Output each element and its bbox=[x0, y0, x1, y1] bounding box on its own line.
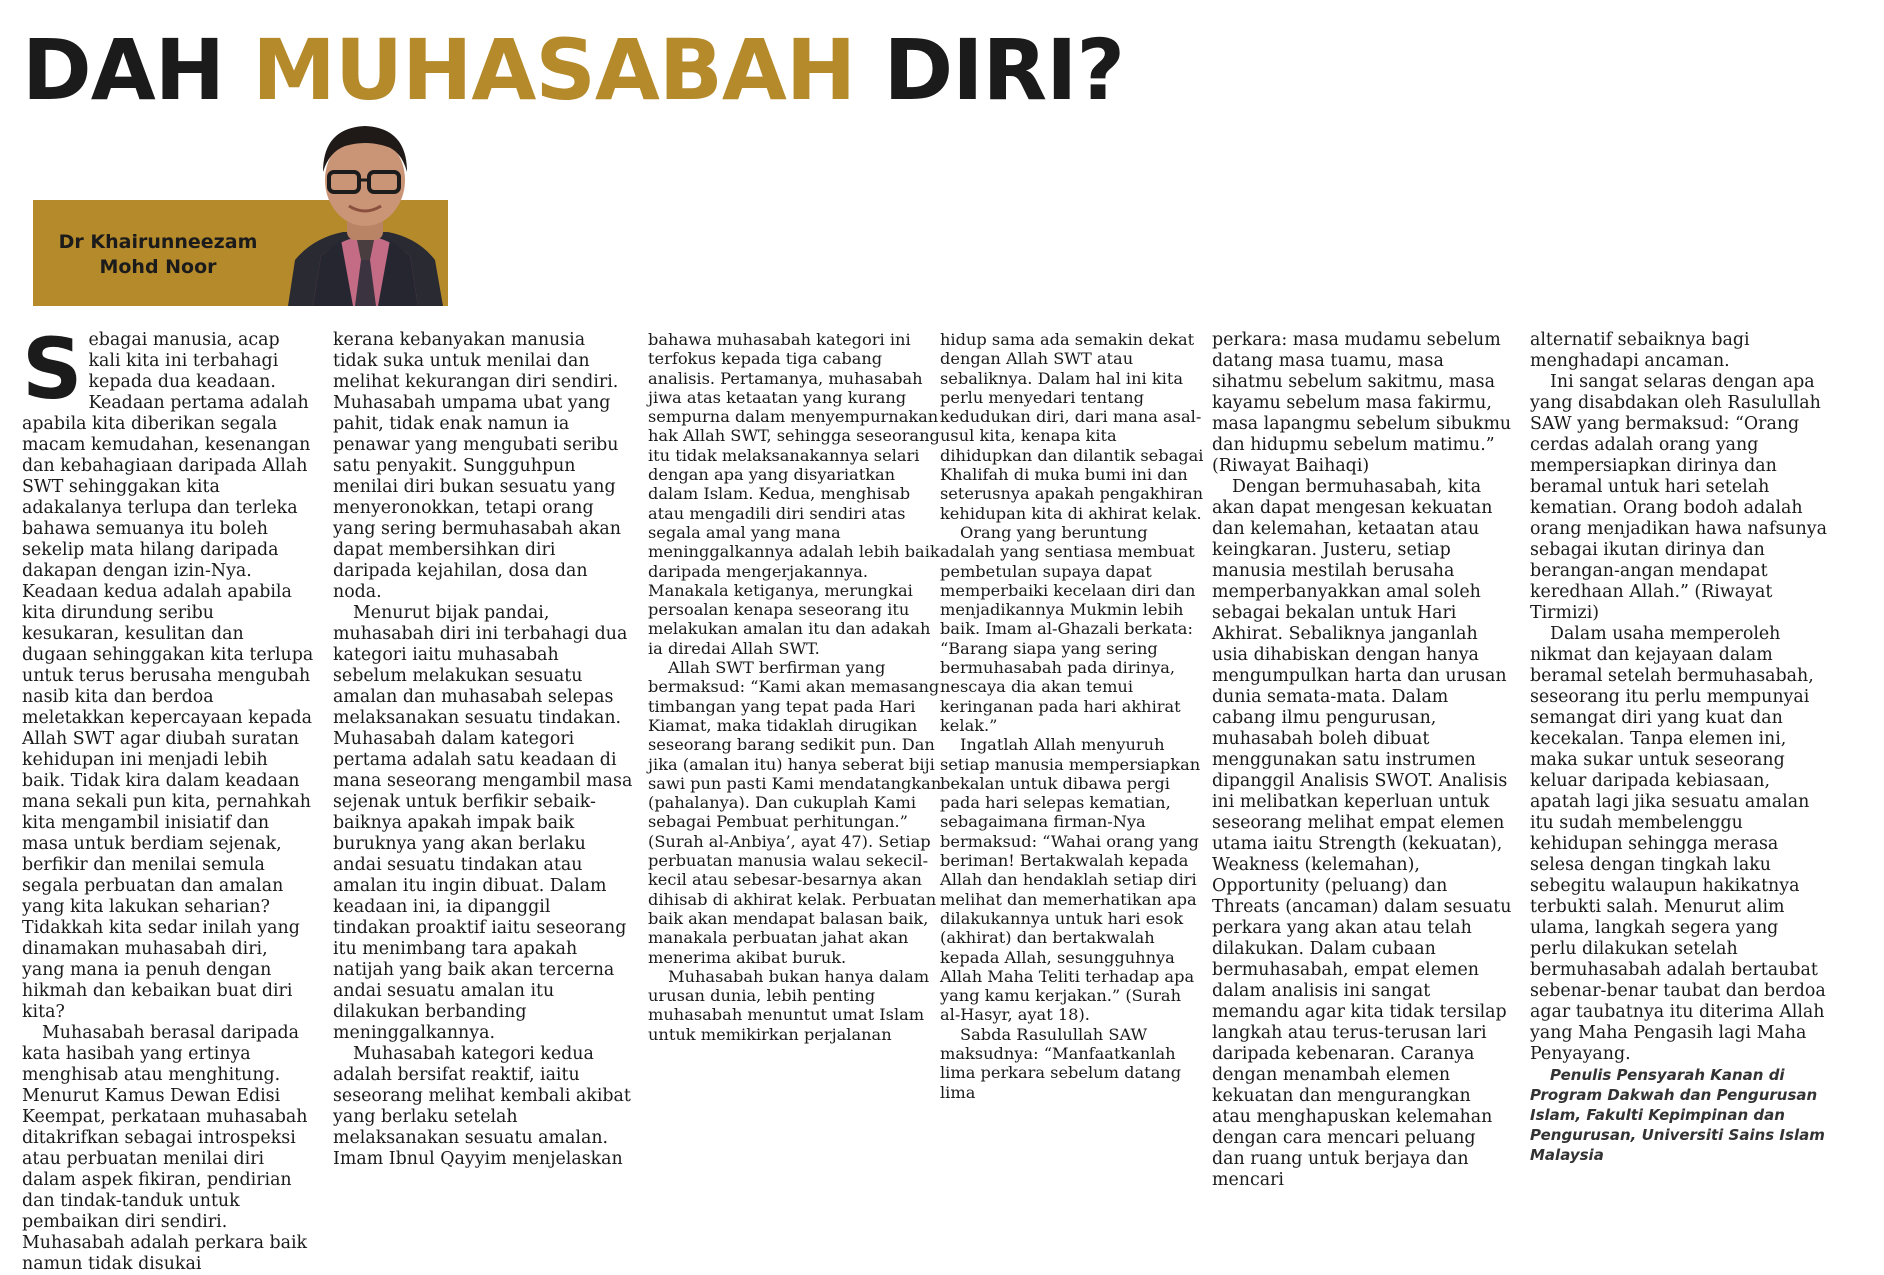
article-column-1 bbox=[22, 320, 314, 1275]
article-paragraph: Allah SWT berfirman yang bermaksud: “Kami akan memasang timbangan yang tepat pada Hari Kiamat, maka tidaklah dirugikan seseorang barang sedikit pun. Dan jika (amalan itu) hanya seberat biji sawi pun pasti Kami mendatangkan (pahalanya). Dan cukuplah Kami sebagai Pembuat perhitungan.” (Surah al-Anbiya’, ayat 47). Setiap perbuatan manusia walau sekecil-kecil atau sebesar-besarnya akan dihisab di akhirat kelak. Perbuatan baik akan mendapat balasan baik, manakala perbuatan jahat akan menerima akibat buruk. bbox=[648, 658, 942, 967]
article-paragraph: kerana kebanyakan manusia tidak suka untuk menilai dan melihat kekurangan diri sendiri. Muhasabah umpama ubat yang pahit, tidak enak namun ia penawar yang mengubati seribu satu penyakit. Sungguhpun menilai diri bukan sesuatu yang menyeronokkan, tetapi orang yang sering bermuhasabah akan dapat membersihkan diri daripada kejahilan, dosa dan noda. bbox=[333, 330, 621, 602]
headline-part2: DIRI? bbox=[855, 21, 1125, 119]
article-paragraph: bahawa muhasabah kategori ini terfokus kepada tiga cabang analisis. Pertamanya, muhasabah jiwa atas ketaatan yang kurang sempurna dalam menyempurnakan hak Allah SWT, sehingga seseorang itu tidak melaksanakannya selari dengan apa yang disyariatkan dalam Islam. Kedua, menghisab atau mengadili diri sendiri atas segala amal yang mana meninggalkannya adalah lebih baik daripada mengerjakannya. Manakala ketiganya, merungkai persoalan kenapa seseorang itu melakukan amalan itu dan adakah ia diredai Allah SWT. bbox=[648, 330, 940, 658]
article-paragraph: alternatif sebaiknya bagi menghadapi ancaman. bbox=[1530, 330, 1750, 371]
drop-cap: S bbox=[22, 320, 83, 418]
article-paragraph bbox=[22, 320, 314, 1023]
article-column-2 bbox=[333, 330, 633, 1170]
headline-accent: MUHASABAH bbox=[252, 21, 856, 119]
author-footnote: Penulis Pensyarah Kanan di Program Dakwah dan Pengurusan Islam, Fakulti Kepimpinan dan Pengurusan, Universiti Sains Islam Malaysia bbox=[1530, 1066, 1825, 1164]
article-paragraph: Ini sangat selaras dengan apa yang disabdakan oleh Rasulullah SAW yang bermaksud: “Orang cerdas adalah orang yang mempersiapkan dirinya dan beramal untuk hari setelah kematian. Orang bodoh adalah orang menjadikan hawa nafsunya sebagai ikutan dirinya dan berangan-angan mendapat keredhaan Allah.” (Riwayat Tirmizi) bbox=[1530, 372, 1827, 623]
article-paragraph: Muhasabah bukan hanya dalam urusan dunia, lebih penting muhasabah menuntut umat Islam untuk memikirkan perjalanan bbox=[648, 966, 930, 1044]
headline-part1: DAH bbox=[22, 21, 253, 119]
article-paragraph: Orang yang beruntung adalah yang sentiasa membuat pembetulan supaya dapat memperbaiki kecelaan diri dan menjadikannya Mukmin lebih baik. Imam al-Ghazali berkata: “Barang siapa yang sering bermuhasabah pada dirinya, nescaya dia akan temui keringanan pada hari akhirat kelak.” bbox=[940, 522, 1196, 735]
article-paragraph: Dengan bermuhasabah, kita akan dapat mengesan kekuatan dan kelemahan, ketaatan atau keingkaran. Justeru, setiap manusia mestilah berusaha memperbanyakkan amal soleh sebagai bekalan untuk Hari Akhirat. Sebaliknya janganlah usia dihabiskan dengan hanya mengumpulkan harta dan urusan dunia semata-mata. Dalam cabang ilmu pengurusan, muhasabah boleh dibuat menggunakan satu instrumen dipanggil Analisis SWOT. Analisis ini melibatkan keperluan untuk seseorang melihat empat elemen utama iaitu Strength (kekuatan), Weakness (kelemahan), Opportunity (peluang) dan Threats (ancaman) dalam sesuatu perkara yang akan atau telah dilakukan. Dalam cubaan bermuhasabah, empat elemen dalam analisis ini sangat memandu agar kita tidak tersilap langkah atau terus-terusan lari daripada kebenaran. Caranya dengan menambah elemen kekuatan dan mengurangkan atau menghapuskan kelemahan dengan cara mencari peluang dan ruang untuk berjaya dan mencari bbox=[1212, 477, 1512, 1190]
paragraph-text: ebagai manusia, acap kali kita ini terbahagi kepada dua keadaan. Keadaan pertama adalah apabila kita diberikan segala macam kemudahan, kesenangan dan kebahagiaan daripada Allah SWT sehinggakan kita adakalanya terlupa dan terleka bahawa semuanya itu boleh sekelip mata hilang daripada dakapan dengan izin-Nya. Keadaan kedua adalah apabila kita dirundung seribu kesukaran, kesulitan dan dugaan sehinggakan kita terlupa untuk terus berusaha mengubah nasib kita dan berdoa meletakkan kepercayaan kepada Allah SWT agar diubah suratan kehidupan ini menjadi lebih baik. Tidak kira dalam keadaan mana sekali pun kita, pernahkah kita mengambil inisiatif dan masa untuk berdiam sejenak, berfikir dan menilai semula segala perbuatan dan amalan yang kita lakukan seharian? Tidakkah kita sedar inilah yang dinamakan muhasabah diri, yang mana ia penuh dengan hikmah dan kebaikan buat diri kita? bbox=[22, 330, 314, 1022]
article-paragraph: Muhasabah berasal daripada kata hasibah yang ertinya menghisab atau menghitung. Menurut Kamus Dewan Edisi Keempat, perkataan muhasabah ditakrifkan sebagai introspeksi atau perbuatan menilai diri dalam aspek fikiran, pendirian dan tindak-tanduk untuk pembaikan diri sendiri. Muhasabah adalah perkara baik namun tidak disukai bbox=[22, 1023, 308, 1274]
article-paragraph: perkara: masa mudamu sebelum datang masa tuamu, masa sihatmu sebelum sakitmu, masa kayamu sebelum masa fakirmu, masa lapangmu sebelum sibukmu dan hidupmu sebelum matimu.” (Riwayat Baihaqi) bbox=[1212, 330, 1512, 476]
author-name bbox=[43, 230, 273, 280]
article-paragraph: Menurut bijak pandai, muhasabah diri ini terbahagi dua kategori iaitu muhasabah sebelum melakukan sesuatu amalan dan muhasabah selepas melaksanakan sesuatu tindakan. Muhasabah dalam kategori pertama adalah satu keadaan di mana seseorang mengambil masa sejenak untuk berfikir sebaik-baiknya apakah impak baik buruknya yang akan berlaku andai sesuatu tindakan atau amalan itu ingin dibuat. Dalam keadaan ini, ia dipanggil tindakan proaktif iaitu seseorang itu menimbang tara apakah natijah yang baik akan tercerna andai sesuatu amalan itu dilakukan berbanding meninggalkannya. bbox=[333, 603, 633, 1043]
author-byline-box bbox=[33, 200, 423, 306]
author-portrait bbox=[283, 110, 448, 306]
author-name-line2: Mohd Noor bbox=[99, 256, 217, 278]
article-column-6 bbox=[1530, 330, 1830, 1165]
headline bbox=[22, 20, 1124, 120]
article-paragraph: Muhasabah kategori kedua adalah bersifat reaktif, iaitu seseorang melihat kembali akibat yang berlaku setelah melaksanakan sesuatu amalan. Imam Ibnul Qayyim menjelaskan bbox=[333, 1044, 631, 1169]
article-column-4 bbox=[940, 330, 1205, 1102]
article-paragraph: Dalam usaha memperoleh nikmat dan kejayaan dalam beramal setelah bermuhasabah, seseorang itu perlu mempunyai semangat diri yang kuat dan kecekalan. Tanpa elemen ini, maka sukar untuk seseorang keluar daripada kebiasaan, apatah lagi jika sesuatu amalan itu sudah membelenggu kehidupan sehingga merasa selesa dengan tingkah laku sebegitu walaupun hakikatnya terbukti salah. Menurut alim ulama, langkah segera yang perlu dilakukan setelah bermuhasabah adalah bertaubat sebenar-benar taubat dan berdoa agar taubatnya itu diterima Allah yang Maha Pengasih lagi Maha Penyayang. bbox=[1530, 624, 1826, 1064]
article-column-3 bbox=[648, 330, 948, 1044]
article-paragraph: hidup sama ada semakin dekat dengan Allah SWT atau sebaliknya. Dalam hal ini kita perlu menyedari tentang kedudukan diri, dari mana asal-usul kita, kenapa kita dihidupkan dan dilantik sebagai Khalifah di muka bumi ini dan seterusnya apakah pengakhiran kehidupan kita di akhirat kelak. bbox=[940, 330, 1204, 523]
author-name-line1: Dr Khairunneezam bbox=[58, 231, 258, 253]
article-paragraph: Ingatlah Allah menyuruh setiap manusia mempersiapkan bekalan untuk dibawa pergi pada hari selepas kematian, sebagaimana firman-Nya bermaksud: “Wahai orang yang beriman! Bertakwalah kepada Allah dan hendaklah setiap diri melihat dan memerhatikan apa dilakukannya untuk hari esok (akhirat) dan bertakwalah kepada Allah, sesungguhnya Allah Maha Teliti terhadap apa yang kamu kerjakan.” (Surah al-Hasyr, ayat 18). bbox=[940, 735, 1201, 1025]
article-column-5 bbox=[1212, 330, 1512, 1191]
article-paragraph: Sabda Rasulullah SAW maksudnya: “Manfaatkanlah lima perkara sebelum datang lima bbox=[940, 1024, 1182, 1102]
